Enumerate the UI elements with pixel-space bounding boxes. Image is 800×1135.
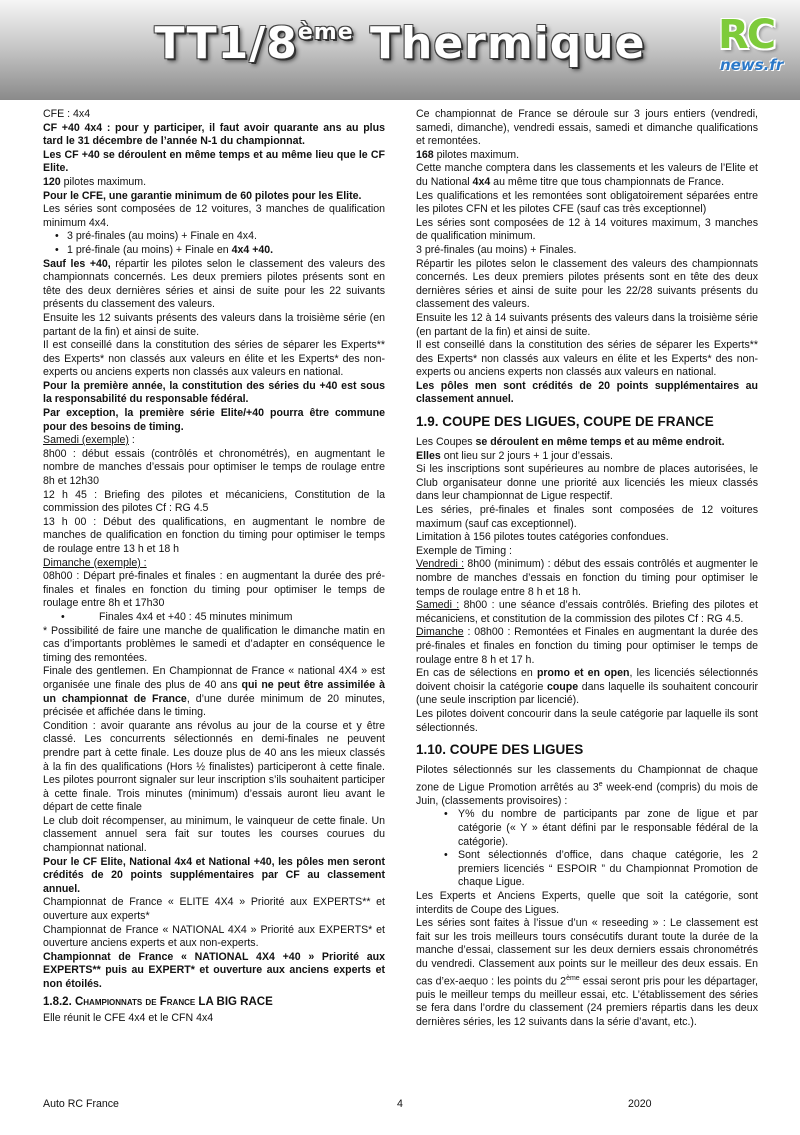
paragraph: Ce championnat de France se déroule sur 3 jours entiers (vendredi, samedi, dimanche), vendredi essais, samedi et dimanche qualifications et remontées. bbox=[416, 108, 758, 148]
paragraph: Pour la première année, la constitution des séries du +40 est sous la responsabilité du responsable fédéral. bbox=[43, 379, 385, 406]
section-heading-1-10: 1.10. COUPE DES LIGUES bbox=[416, 742, 584, 758]
paragraph: Si les inscriptions sont supérieures au nombre de places autorisées, le Club organisateur donne une priorité aux licenciés les mieux classés dans leur championnat de Ligue respectif. bbox=[416, 463, 758, 503]
paragraph: CF +40 4x4 : pour y participer, il faut avoir quarante ans au plus tard le 31 décembre de l’année N-1 du championnat. bbox=[43, 121, 385, 148]
paragraph: Sauf les +40, répartir les pilotes selon le classement des valeurs des championnats concernés. Les deux premiers pilotes présents sont en tête des deux dernières séries et ainsi de suite pour les 22 suivants présents du classement des valeurs. bbox=[43, 257, 386, 311]
paragraph: En cas de sélections en promo et en open, les licenciés sélectionnés doivent choisir la catégorie coupe dans laquelle ils souhaitent concourir (une seule inscription par licencié). bbox=[416, 667, 759, 707]
paragraph: Il est conseillé dans la constitution des séries de séparer les Experts** des Experts* non classés aux valeurs en élite et les Experts* des non-experts ou anciens experts non classés aux valeurs en national. bbox=[43, 339, 385, 379]
list-item: • 3 pré-finales (au moins) + Finale en 4x4. bbox=[55, 230, 385, 244]
paragraph: Dimanche : 08h00 : Remontées et Finales en augmentant la durée des pré-finales et finales en fonction du timing pour optimiser le temps de roulage entre 8 h et 17 h. bbox=[416, 626, 758, 666]
paragraph: Elles ont lieu sur 2 jours + 1 jour d’essais. bbox=[416, 449, 613, 462]
paragraph: Ensuite les 12 à 14 suivants présents des valeurs dans la troisième série (en partant de la fin) et ainsi de suite. bbox=[416, 311, 758, 338]
paragraph: Pilotes sélectionnés sur les classements du Championnat de chaque zone de Ligue Promotion arrêtés au 3e week-end (compris) du mois de Juin, (classements provisoires) : bbox=[416, 764, 758, 807]
paragraph: * Possibilité de faire une manche de qualification le dimanche matin en cas d’importants problèmes le samedi et d’adapter en conséquence le timing des remontées. bbox=[43, 624, 385, 664]
paragraph: 120 pilotes maximum. bbox=[43, 175, 147, 188]
bullet-list bbox=[416, 808, 758, 890]
paragraph: Condition : avoir quarante ans révolus au jour de la course et y être classé. Les concurrents sélectionnés en demi-finales ne peuvent prendre part à cette finale. Les douze plus de 40 ans les mieux classés à la fin des qualifications (Hors ½ finalistes) participeront à cette finale. Les pilotes pourront signaler sur leur inscription s’ils souhaitent participer à cette finale. Trois minutes (minimum) d’essais auront lieu avant le départ de cette finale bbox=[43, 719, 385, 814]
paragraph: Les CF +40 se déroulent en même temps et au même lieu que le CF Elite. bbox=[43, 148, 385, 175]
left-column bbox=[43, 108, 385, 1025]
list-item: • Y% du nombre de participants par zone de ligue et par catégorie (« Y » étant défini par le responsable fédéral de la catégorie). bbox=[444, 808, 758, 849]
logo-news-text: news.fr bbox=[720, 56, 784, 74]
paragraph: Samedi (exemple) : bbox=[43, 434, 135, 447]
paragraph: Samedi : 8h00 : une séance d’essais contrôlés. Briefing des pilotes et mécaniciens, et constitution de la commission des pilotes Cf : RG 4.5. bbox=[416, 599, 758, 625]
paragraph: Cette manche comptera dans les classements et les valeurs de l’Elite et du National 4x4 au même titre que tous championnats de France. bbox=[416, 162, 758, 188]
page-header bbox=[0, 0, 800, 100]
paragraph: Championnat de France « NATIONAL 4X4 » Priorité aux EXPERTS* et ouverture anciens experts et aux non-experts. bbox=[43, 923, 385, 950]
paragraph: Il est conseillé dans la constitution des séries de séparer les Experts** des Experts* non classés aux valeurs en élite et les Experts* des non-experts ou anciens experts non classés aux valeurs en national. bbox=[416, 339, 758, 379]
paragraph: Vendredi : 8h00 (minimum) : début des essais contrôlés et augmenter le nombre de manches d’essais en fonction du timing pour optimiser le temps de roulage entre 8 h et 18 h. bbox=[416, 558, 758, 598]
footer-year: 2020 bbox=[628, 1098, 652, 1110]
paragraph: Limitation à 156 pilotes toutes catégories confondues. bbox=[416, 531, 669, 544]
paragraph: 12 h 45 : Briefing des pilotes et mécaniciens, Constitution de la commission des pilotes Cf : RG 4.5 bbox=[43, 488, 385, 515]
list-item: • Finales 4x4 et +40 : 45 minutes minimum bbox=[61, 610, 293, 623]
right-column bbox=[416, 108, 758, 1029]
paragraph: Les Coupes se déroulent en même temps et au même endroit. bbox=[416, 436, 725, 449]
paragraph: Les pôles men sont crédités de 20 points supplémentaires au classement annuel. bbox=[416, 379, 758, 406]
paragraph: Les qualifications et les remontées sont obligatoirement séparées entre les pilotes CFN et les pilotes CFE (sauf cas très exceptionnel) bbox=[416, 189, 758, 216]
paragraph: 8h00 : début essais (contrôlés et chronométrés), en augmentant le nombre de manches d’essais pour optimiser le temps de roulage entre 8h et 12h30 bbox=[43, 447, 385, 488]
section-heading-1-8-2: 1.8.2. Championnats de France LA BIG RACE bbox=[43, 995, 273, 1008]
footer-page-number: 4 bbox=[397, 1098, 403, 1110]
footer-publisher: Auto RC France bbox=[43, 1098, 119, 1110]
paragraph: Finale des gentlemen. En Championnat de France « national 4X4 » est organisée une finale des plus de 40 ans qui ne peut être assimilée à un championnat de France, d’une durée minimum de 20 minutes, précisée et affichée dans le timing. bbox=[43, 665, 386, 719]
paragraph: Championnat de France « NATIONAL 4X4 +40 » Priorité aux EXPERTS** puis au EXPERT* et ouverture aux anciens experts et non étoilés. bbox=[43, 950, 385, 990]
paragraph: Pour le CF Elite, National 4x4 et National +40, les pôles men seront crédités de 20 points supplémentaires par CF au classement annuel. bbox=[43, 855, 385, 895]
paragraph: Par exception, la première série Elite/+40 pourra être commune pour des besoins de timing. bbox=[43, 407, 385, 433]
list-item: • Sont sélectionnés d’office, dans chaque catégorie, les 2 premiers licenciés “ ESPOIR ” du Championnat Promotion de chaque Ligue. bbox=[444, 849, 758, 890]
paragraph: 3 pré-finales (au moins) + Finales. bbox=[416, 243, 577, 256]
logo-rc-text: RC bbox=[718, 12, 775, 58]
list-item: • 1 pré-finale (au moins) + Finale en 4x4 +40. bbox=[55, 244, 385, 258]
paragraph: Les séries sont faites à l’issue d’un « reseeding » : Le classement est fait sur les trois meilleurs tours consécutifs durant toute la durée de la manche d’essai, classement sur les deux derniers essais chronométrés du vendredi. Classement aux points sur le meilleur des deux essais. En cas d’ex-aequo : les points du 2ème essai seront pris pour les départager, puis le meilleur temps du meilleur essai, etc. L’établissement des séries se fera dans l’ordre du classement (24 premiers répartis dans les deux dernières séries, les 12 suivants dans la série d’avant, etc.). bbox=[416, 917, 758, 1028]
paragraph: Les pilotes doivent concourir dans la seule catégorie par laquelle ils sont sélectionnés. bbox=[416, 707, 758, 734]
paragraph: Ensuite les 12 suivants présents des valeurs dans la troisième série (en partant de la fin) et ainsi de suite. bbox=[43, 311, 385, 338]
paragraph: CFE : 4x4 bbox=[43, 108, 91, 120]
paragraph: Pour le CFE, une garantie minimum de 60 pilotes pour les Elite. bbox=[43, 189, 362, 202]
bullet-list bbox=[43, 230, 385, 257]
paragraph: Les Experts et Anciens Experts, quelle que soit la catégorie, sont interdits de Coupe des Ligues. bbox=[416, 890, 758, 916]
paragraph: 08h00 : Départ pré-finales et finales : en augmentant la durée des pré-finales et finales en fonction du timing pour optimiser le temps de roulage entre 8h et 17h30 bbox=[43, 570, 385, 610]
rcnews-logo bbox=[714, 14, 784, 84]
paragraph: Les séries, pré-finales et finales sont composées de 12 voitures maximum (sauf cas exceptionnel). bbox=[416, 504, 758, 530]
paragraph: Elle réunit le CFE 4x4 et le CFN 4x4 bbox=[43, 1011, 214, 1024]
paragraph: Répartir les pilotes selon le classement des valeurs des championnats concernés. Les deux premiers pilotes présents sont en tête des deux dernières séries et ainsi de suite pour les 22/28 suivants présents du classement des valeurs. bbox=[416, 257, 758, 311]
paragraph: Le club doit récompenser, au minimum, le vainqueur de cette finale. Un classement annuel sera fait sur toutes les courses courues du championnat national. bbox=[43, 814, 385, 855]
paragraph: 13 h 00 : Début des qualifications, en augmentant le nombre de manches de qualification en fonction du timing pour optimiser le temps de roulage entre 13 h et 18 h bbox=[43, 515, 385, 555]
paragraph: Les séries sont composées de 12 voitures, 3 manches de qualification minimum 4x4. bbox=[43, 203, 385, 229]
page-title: TT1/8ème Thermique bbox=[154, 18, 646, 69]
paragraph: Exemple de Timing : bbox=[416, 544, 512, 557]
paragraph: Dimanche (exemple) : bbox=[43, 556, 147, 569]
paragraph: Les séries sont composées de 12 à 14 voitures maximum, 3 manches de qualification minimum. bbox=[416, 216, 758, 243]
section-heading-1-9: 1.9. COUPE DES LIGUES, COUPE DE FRANCE bbox=[416, 414, 714, 430]
paragraph: Championnat de France « ELITE 4X4 » Priorité aux EXPERTS** et ouverture aux experts* bbox=[43, 896, 385, 923]
paragraph: 168 pilotes maximum. bbox=[416, 148, 520, 161]
